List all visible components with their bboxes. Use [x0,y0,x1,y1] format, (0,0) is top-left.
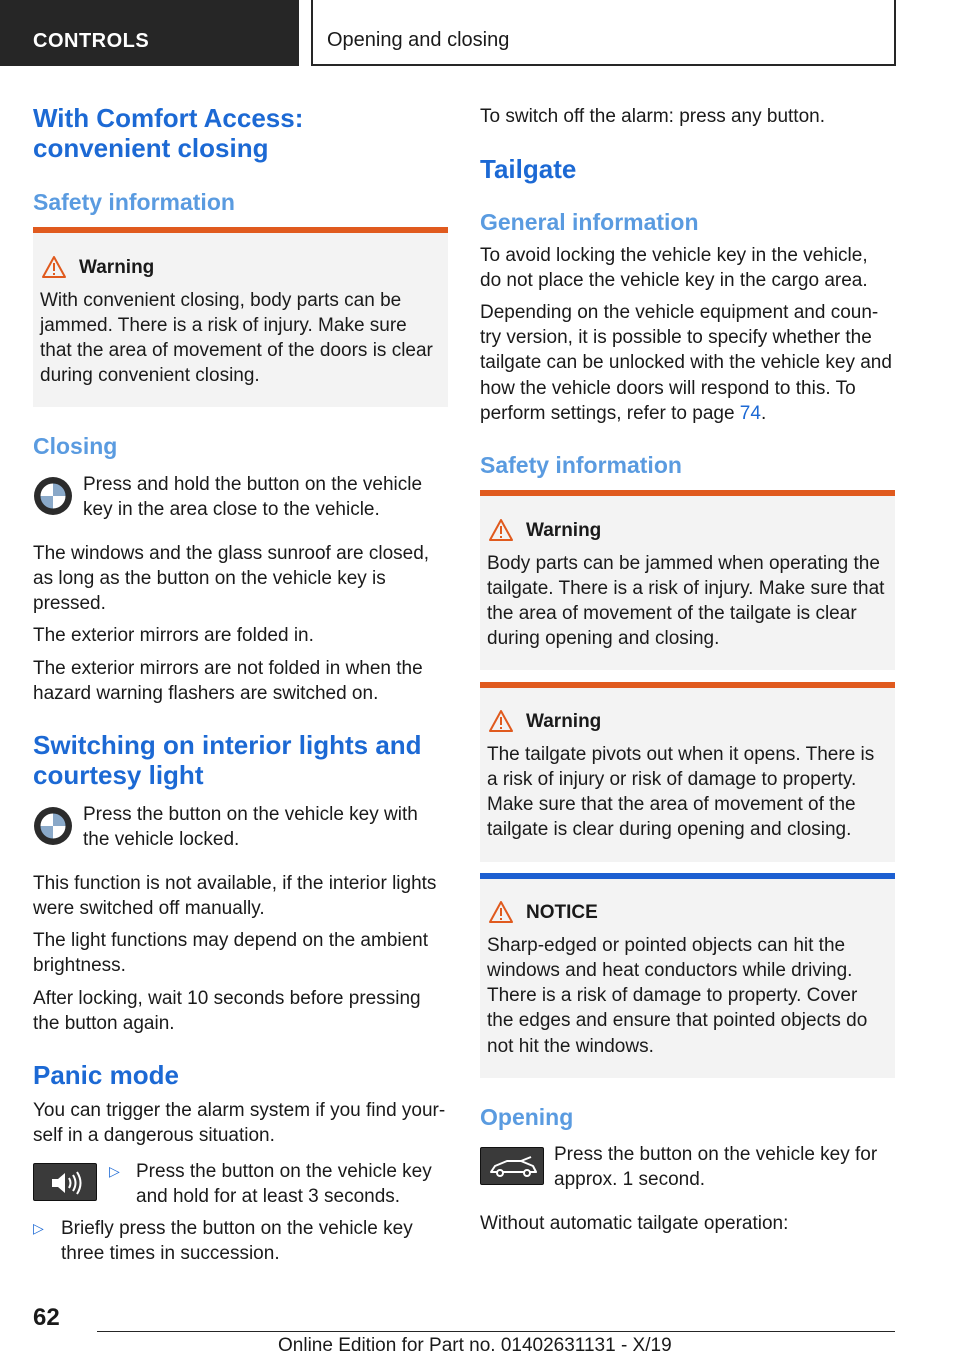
closing-text: as long as the button on the vehicle key is [33,568,386,589]
car-tailgate-icon [481,1148,545,1186]
warning-box-convenient-closing [33,227,448,407]
header-section-label: CONTROLS [33,30,150,52]
closing-key-line: Press and hold the button on the vehicle [83,474,423,495]
general-text: how the vehicle doors will respond to this. To [480,378,856,399]
page-link[interactable]: 74 [739,403,761,424]
footer-edition: Online Edition for Part no. 01402631131 - X/19 [278,1335,672,1356]
opening-key-line: Press the button on the vehicle key for [554,1144,878,1165]
panic-button-icon [33,1163,97,1201]
warning-line: a risk of injury or risk of damage to property. [487,769,857,790]
heading-general-information: General information [480,209,699,235]
tailgate-button-icon [480,1147,544,1185]
general-text-end: . [760,403,767,424]
interior-text: After locking, wait 10 seconds before pressing [33,988,421,1009]
notice-line: the edges and ensure that pointed objects do [487,1010,868,1031]
page-number: 62 [33,1304,60,1331]
warning-line: tailgate is clear during opening and closing. [487,819,852,840]
notice-line: not hit the windows. [487,1036,654,1057]
heading-convenient-closing: convenient closing [33,133,269,163]
warning-title: Warning [79,257,155,278]
general-text: try version, it is possible to specify whether the [480,327,872,348]
heading-courtesy-light: courtesy light [33,760,204,790]
heading-closing: Closing [33,433,118,459]
warning-box-jammed [480,490,895,670]
general-text: To avoid locking the vehicle key in the vehicle, [480,245,868,266]
notice-bar [480,873,895,879]
heading-interior-lights: Switching on interior lights and [33,730,422,760]
warning-bar [480,490,895,496]
without-auto-text: Without automatic tailgate operation: [480,1213,789,1234]
general-text: do not place the vehicle key in the cargo area. [480,270,868,291]
warning-line: With convenient closing, body parts can be [40,290,402,311]
interior-text: brightness. [33,955,126,976]
header-chapter-label: Opening and closing [327,29,510,51]
warning-bar [33,227,448,233]
heading-safety-information: Safety information [33,189,235,215]
bmw-logo-button-icon [33,476,73,516]
panic-bullet-line: Briefly press the button on the vehicle key [61,1218,413,1239]
alarm-off-text: To switch off the alarm: press any button. [480,106,825,127]
warning-line: during convenient closing. [40,365,260,386]
notice-line: windows and heat conductors while driving. [487,960,853,981]
closing-text: The windows and the glass sunroof are closed, [33,543,430,564]
heading-safety-information: Safety information [480,452,682,478]
header-section-tab [0,0,299,66]
warning-line: tailgate. There is a risk of injury. Make sure that [487,578,885,599]
heading-opening: Opening [480,1104,574,1130]
panic-text: self in a dangerous situation. [33,1125,275,1146]
warning-triangle-icon [488,518,514,542]
notice-triangle-icon [488,900,514,924]
closing-text: The exterior mirrors are not folded in when the [33,658,423,679]
warning-line: Body parts can be jammed when operating the [487,553,880,574]
notice-title: NOTICE [526,902,598,923]
closing-text: The exterior mirrors are folded in. [33,625,314,646]
general-text: tailgate can be unlocked with the vehicle key and [480,352,892,373]
warning-line: during opening and closing. [487,628,720,649]
interior-text: the button again. [33,1013,175,1034]
panic-bullet-line: three times in succession. [61,1243,280,1264]
bmw-logo-button-icon [33,806,73,846]
closing-text: pressed. [33,593,106,614]
closing-key-line: key in the area close to the vehicle. [83,499,380,520]
general-text-last [480,401,766,426]
general-text: Depending on the vehicle equipment and coun- [480,302,879,323]
warning-triangle-icon [41,255,67,279]
interior-text: The light functions may depend on the ambient [33,930,429,951]
interior-key-line: the vehicle locked. [83,829,240,850]
footer-divider [97,1331,895,1332]
panic-bullet-line: Press the button on the vehicle key [136,1161,432,1182]
warning-line: the area of movement of the tailgate is clear [487,603,857,624]
interior-text: were switched off manually. [33,898,265,919]
header-chapter-tab [311,0,896,66]
bullet-triangle-icon: ▷ [109,1163,120,1179]
notice-line: There is a risk of damage to property. Cover [487,985,858,1006]
warning-title: Warning [526,520,602,541]
warning-line: jammed. There is a risk of injury. Make sure [40,315,407,336]
warning-line: that the area of movement of the doors is clear [40,340,433,361]
heading-panic-mode: Panic mode [33,1060,179,1090]
warning-box-pivots [480,682,895,862]
notice-box [480,873,895,1078]
warning-bar [480,682,895,688]
interior-text: This function is not available, if the interior lights [33,873,437,894]
bullet-triangle-icon: ▷ [33,1220,44,1236]
warning-title: Warning [526,711,602,732]
panic-text: You can trigger the alarm system if you find your- [33,1100,446,1121]
panic-bullet-line: and hold for at least 3 seconds. [136,1186,401,1207]
interior-key-line: Press the button on the vehicle key with [83,804,418,825]
speaker-icon [34,1164,98,1202]
general-text-span: perform settings, refer to page [480,403,740,424]
warning-triangle-icon [488,709,514,733]
heading-comfort-access: With Comfort Access: [33,103,304,133]
warning-line: Make sure that the area of movement of the [487,794,856,815]
heading-tailgate: Tailgate [480,154,577,184]
notice-line: Sharp-edged or pointed objects can hit the [487,935,846,956]
closing-text: hazard warning flashers are switched on. [33,683,379,704]
opening-key-line: approx. 1 second. [554,1169,706,1190]
warning-line: The tailgate pivots out when it opens. There is [487,744,875,765]
